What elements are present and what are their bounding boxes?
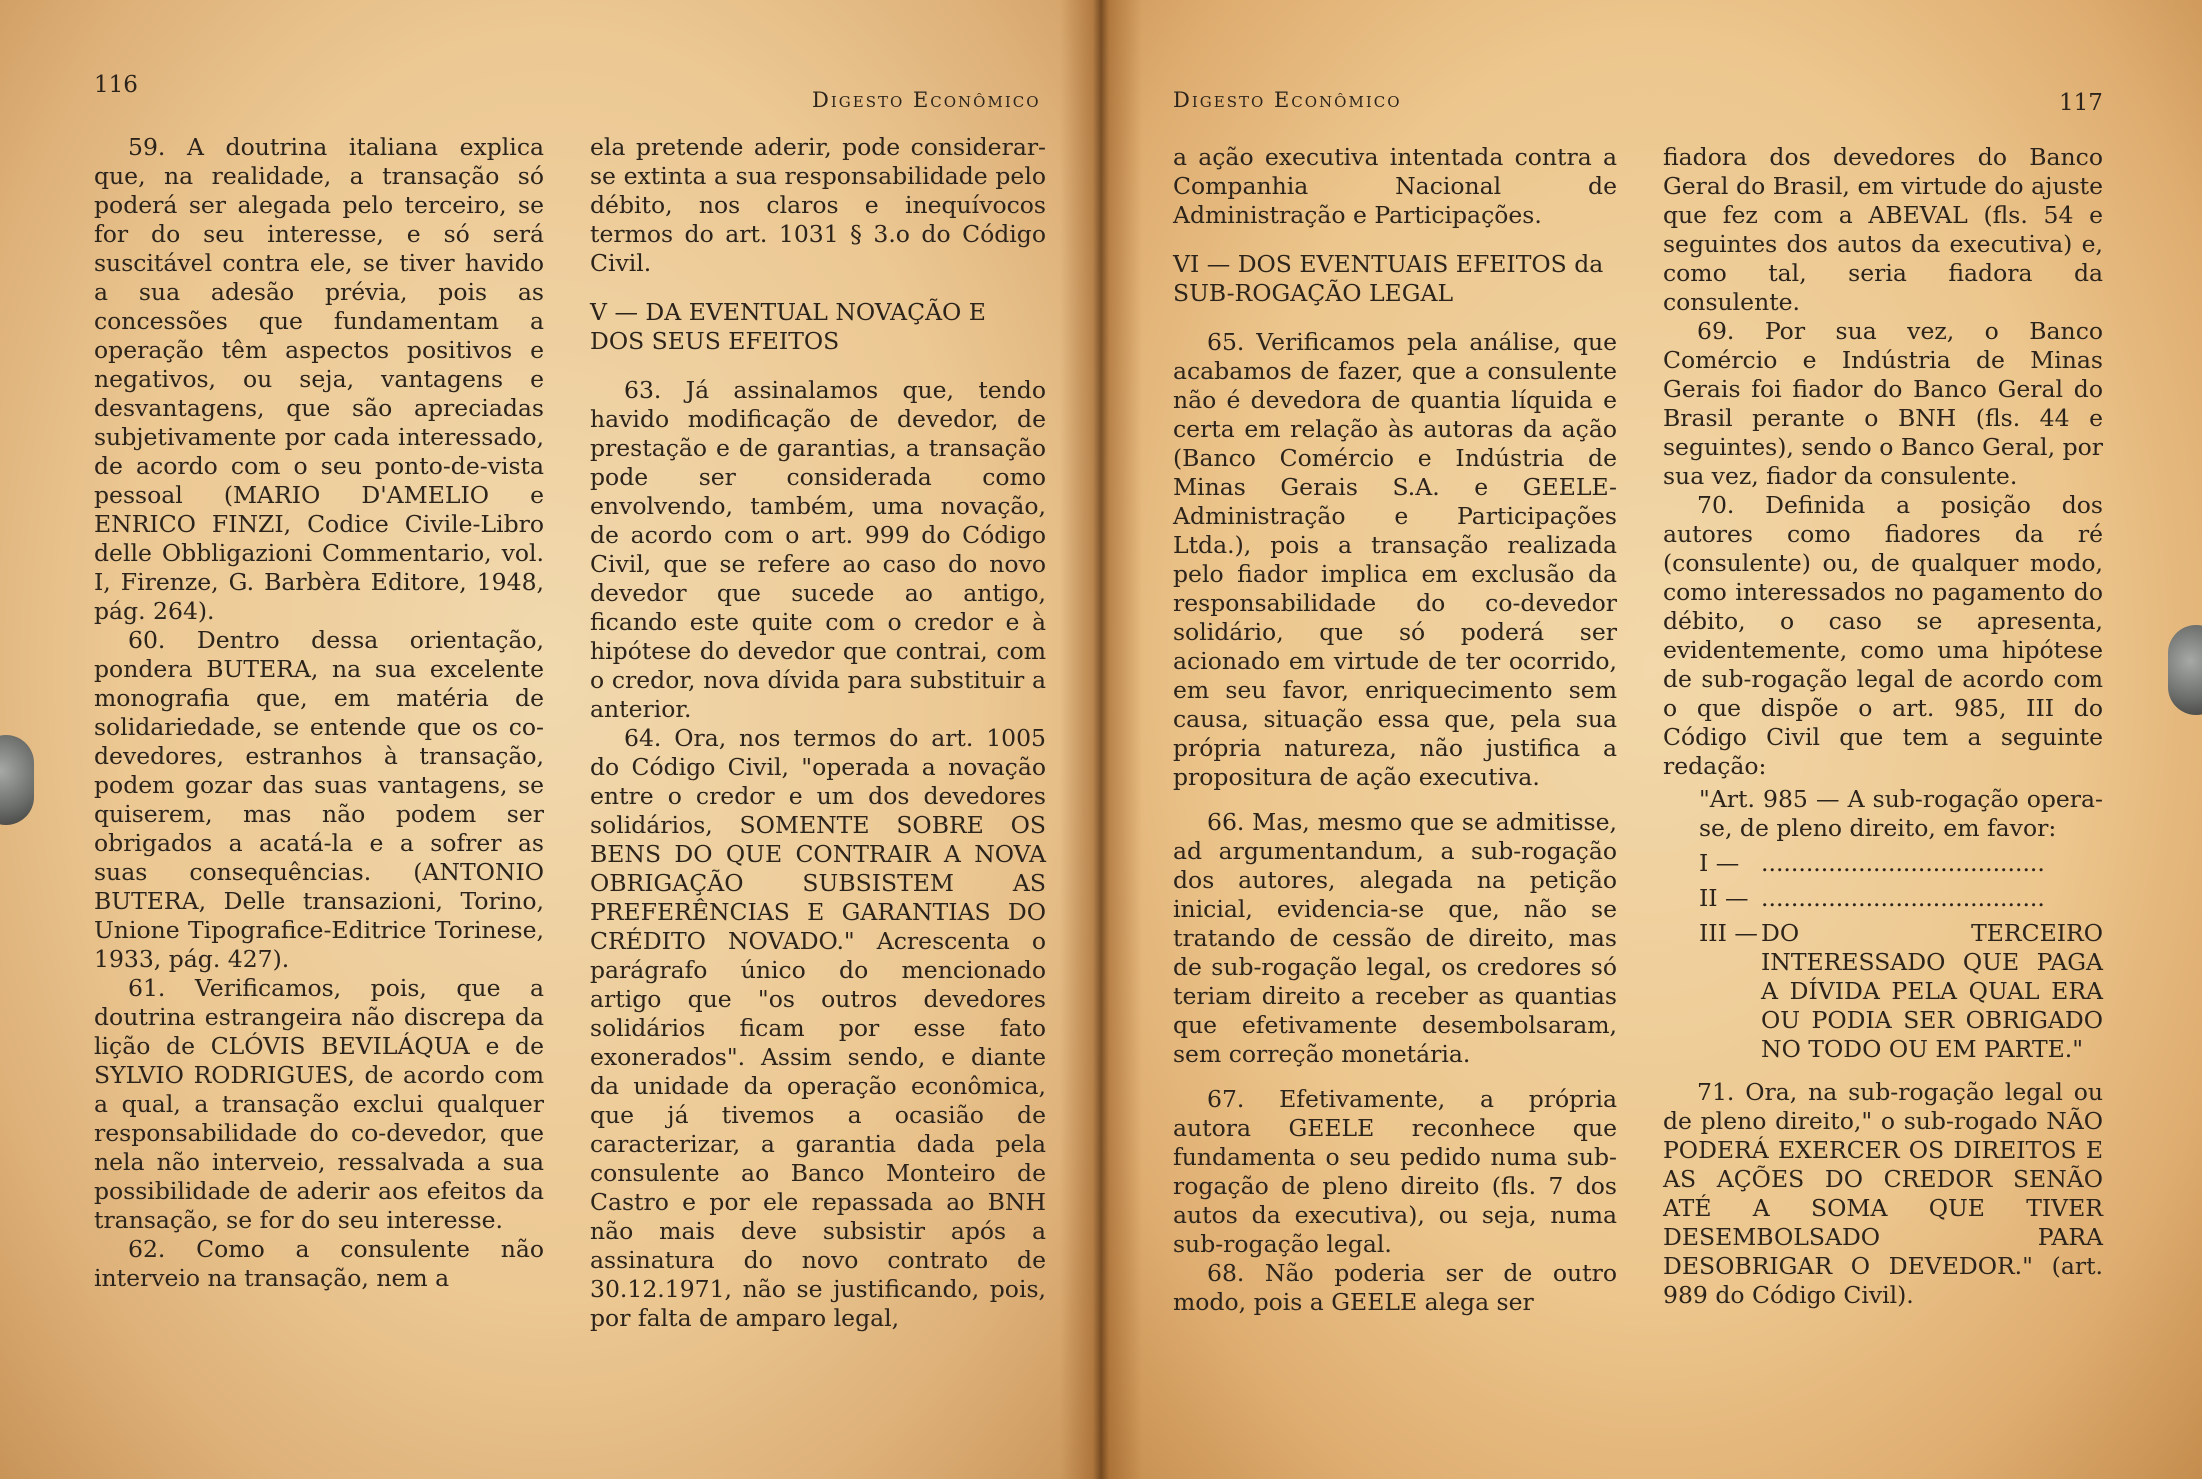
paragraph-64-continued: a ação executiva intentada contra a Companhia Nacional de Administração e Participações. — [1173, 143, 1617, 229]
binder-tab-left — [0, 735, 34, 825]
paragraph-71: 71. Ora, na sub-rogação legal ou de pleno direito," o sub-rogado NÃO PODERÁ EXERCER OS DIREITOS E AS AÇÕES DO CREDOR SENÃO ATÉ A SOMA QUE TIVER DESEMBOLSADO PARA DESOBRIGAR O DEVEDOR." (art. 989 do Código Civil). — [1663, 1078, 2103, 1309]
paragraph-62: 62. Como a consulente não interveio na transação, nem a — [94, 1235, 544, 1292]
roman-item-2 — [1699, 884, 2103, 913]
paragraph-68: 68. Não poderia ser de outro modo, pois a GEELE alega ser — [1173, 1259, 1617, 1316]
paragraph-65: 65. Verificamos pela análise, que acabamos de fazer, que a consulente não é devedora de quantia líquida e certa em relação às autoras da ação (Banco Comércio e Indústria de Minas Gerais S.A. e GEELE-Administração e Participações Ltda.), pois a transação realizada pelo fiador implica em exclusão da responsabilidade do co-devedor solidário, que só poderá ser acionado em virtude de ter ocorrido, em seu favor, enriquecimento sem causa, situação essa que, pela sua própria natureza, não justifica a propositura de ação executiva. — [1173, 328, 1617, 791]
paragraph-66: 66. Mas, mesmo que se admitisse, ad argumentandum, a sub-rogação dos autores, alegada na petição inicial, evidencia-se que, não se tratando de cessão de direito, mas de sub-rogação legal, os credores só teriam direito a receber as quantias que efetivamente desembolsaram, sem correção monetária. — [1173, 808, 1617, 1068]
page-number-left: 116 — [94, 72, 138, 98]
roman-numeral: III — — [1699, 919, 1758, 947]
left-column-2 — [590, 133, 1046, 1333]
book-gutter — [1060, 0, 1142, 1479]
section-heading-v: V — DA EVENTUAL NOVAÇÃO E DOS SEUS EFEITOS — [590, 298, 986, 355]
paragraph-60: 60. Dentro dessa orientação, pondera BUTERA, na sua excelente monografia que, em matéria de solidariedade, se entende que os co-devedores, estranhos à transação, podem gozar das suas vantagens, se quiserem, mas não podem ser obrigados a acatá-la e a sofrer as suas consequências. (ANTONIO BUTERA, Delle transazioni, Torino, Unione Tipografice-Editrice Torinese, 1933, pág. 427). — [94, 626, 544, 973]
paragraph-68-continued: fiadora dos devedores do Banco Geral do Brasil, em virtude do ajuste que fez com a ABEVAL (fls. 54 e seguintes dos autos da executiva) e, como tal, seria fiadora da consulente. — [1663, 143, 2103, 316]
paragraph-63: 63. Já assinalamos que, tendo havido modificação de devedor, de prestação e de garantias, a transação pode ser considerada como envolvendo, também, uma novação, de acordo com o art. 999 do Código Civil, que se refere ao caso do novo devedor que sucede ao antigo, ficando este quite com o credor e à hipótese do devedor que contrai, com o credor, nova dívida para substituir a anterior. — [590, 376, 1046, 723]
paragraph-61: 61. Verificamos, pois, que a doutrina estrangeira não discrepa da lição de CLÓVIS BEVILÁQUA e de SYLVIO RODRIGUES, de acordo com a qual, a transação exclui qualquer responsabilidade do co-devedor, que nela não interveio, ressalvada a sua possibilidade de aderir aos efeitos da transação, se for do seu interesse. — [94, 974, 544, 1234]
legal-quote — [1663, 785, 2103, 1064]
roman-numeral: I — — [1699, 849, 1740, 877]
binder-tab-right — [2168, 625, 2202, 715]
right-column-2 — [1663, 143, 2103, 1310]
page-number-right: 117 — [2059, 90, 2103, 116]
running-head-right: Digesto Econômico — [1173, 88, 1402, 112]
right-page — [1101, 0, 2202, 1479]
quote-intro: "Art. 985 — A sub-rogação opera-se, de pleno direito, em favor: — [1699, 785, 2103, 842]
paragraph-70: 70. Definida a posição dos autores como fiadores da ré (consulente) ou, de qualquer modo, como interessados no pagamento do débito, o caso se apresenta, evidentemente, como uma hipótese de sub-rogação legal de acordo com o que dispõe o art. 985, III do Código Civil que tem a seguinte redação: — [1663, 491, 2103, 780]
paragraph-64: 64. Ora, nos termos do art. 1005 do Código Civil, "operada a novação entre o credor e um dos devedores solidários, SOMENTE SOBRE OS BENS DO QUE CONTRAIR A NOVA OBRIGAÇÃO SUBSISTEM AS PREFERÊNCIAS E GARANTIAS DO CRÉDITO NOVADO." Acrescenta o parágrafo único do mencionado artigo que "os outros devedores solidários ficam por esse fato exonerados". Assim sendo, e diante da unidade da operação econômica, que já tivemos a ocasião de caracterizar, a garantia dada pela consulente ao Banco Monteiro de Castro e por ele repassada ao BNH não mais deve subsistir após a assinatura do novo contrato de 30.12.1971, não se justificando, pois, por falta de amparo legal, — [590, 724, 1046, 1332]
roman-numeral: II — — [1699, 884, 1749, 912]
paragraph-67: 67. Efetivamente, a própria autora GEELE reconhece que fundamenta o seu pedido numa sub-rogação de pleno direito (fls. 7 dos autos da executiva), ou seja, numa sub-rogação legal. — [1173, 1085, 1617, 1258]
running-head-left: Digesto Econômico — [812, 88, 1041, 112]
roman-item-3 — [1699, 919, 2103, 1064]
roman-text: DO TERCEIRO INTERESSADO QUE PAGA A DÍVIDA PELA QUAL ERA OU PODIA SER OBRIGADO NO TODO OU EM PARTE." — [1761, 919, 2103, 1063]
paragraph-62-continued: ela pretende aderir, pode considerar-se extinta a sua responsabilidade pelo débito, nos claros e inequívocos termos do art. 1031 § 3.o do Código Civil. — [590, 133, 1046, 277]
paragraph-59: 59. A doutrina italiana explica que, na realidade, a transação só poderá ser alegada pelo terceiro, se for do seu interesse, e só será suscitável contra ele, se tiver havido a sua adesão prévia, pois as concessões que fundamentam a operação têm aspectos positivos e negativos, ou seja, vantagens e desvantagens, que são apreciadas subjetivamente por cada interessado, de acordo com o seu ponto-de-vista pessoal (MARIO D'AMELIO e ENRICO FINZI, Codice Civile-Libro delle Obbligazioni Commentario, vol. I, Firenze, G. Barbèra Editore, 1948, pág. 264). — [94, 133, 544, 625]
roman-text: ...................................... — [1761, 884, 2045, 912]
right-column-1 — [1173, 143, 1617, 1317]
paragraph-69: 69. Por sua vez, o Banco Comércio e Indústria de Minas Gerais foi fiador do Banco Geral do Brasil perante o BNH (fls. 44 e seguintes), sendo o Banco Geral, por sua vez, fiador da consulente. — [1663, 317, 2103, 490]
left-column-1 — [94, 133, 544, 1293]
roman-item-1 — [1699, 849, 2103, 878]
roman-text: ...................................... — [1761, 849, 2045, 877]
section-heading-vi: VI — DOS EVENTUAIS EFEITOS da SUB-ROGAÇÃO LEGAL — [1173, 250, 1604, 307]
